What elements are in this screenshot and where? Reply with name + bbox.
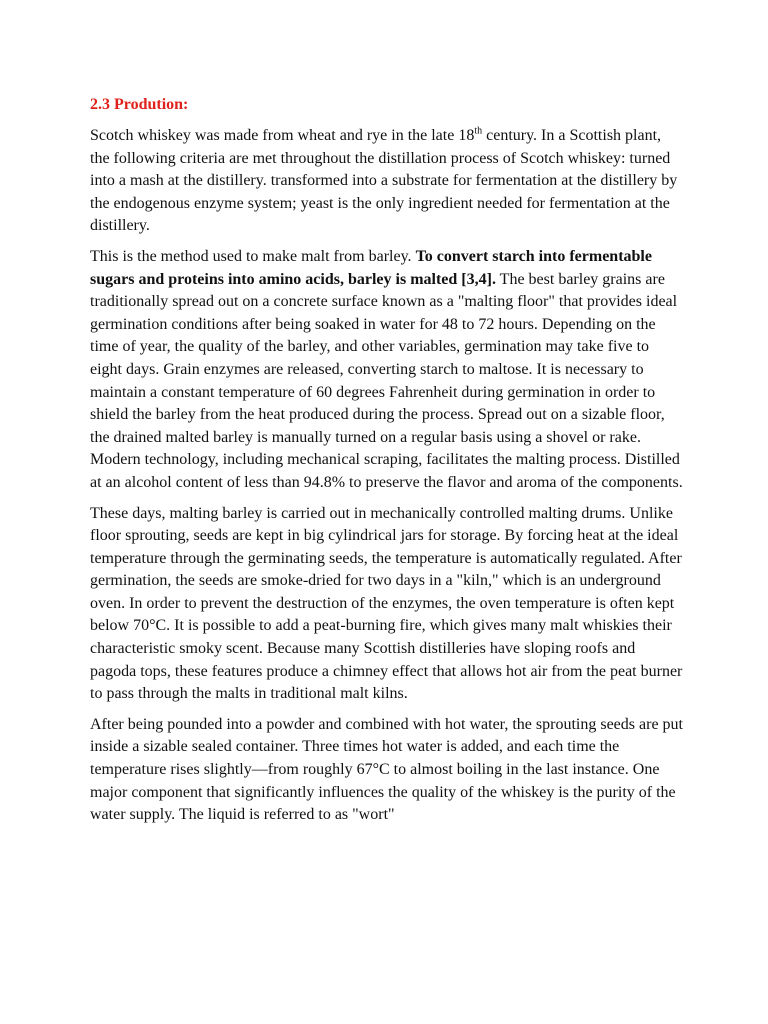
paragraph-4: After being pounded into a powder and combined with hot water, the sprouting seeds are put inside a sizable sealed container. Three times hot water is added, and each time the temperature rises slightly—from roughly 67°C to almost boiling in the last instance. One major component that significantly influences the quality of the whiskey is the purity of the water supply. The liquid is referred to as "wort" bbox=[90, 715, 683, 824]
paragraph-1-text-a: Scotch whiskey was made from wheat and rye in the late 18 bbox=[90, 127, 475, 144]
section-heading: 2.3 Prodution: bbox=[90, 96, 189, 113]
paragraph-1 bbox=[90, 125, 684, 238]
paragraph-1-text-b: century. In a Scottish plant, the following criteria are met throughout the distillation process of Scotch whiskey: turned into a mash at the distillery. transformed into a substrate for fermentation at the distillery by the endogenous enzyme system; yeast is the only ingredient needed for fermentation at the distillery. bbox=[90, 127, 678, 235]
paragraph-2 bbox=[90, 246, 684, 495]
document-page bbox=[90, 94, 684, 835]
paragraph-2-text-b: The best barley grains are traditionally spread out on a concrete surface known as a "malting floor" that provides ideal germination conditions after being soaked in water for 48 to 72 hours. Depending on the time of year, the quality of the barley, and other variables, germination may take five to eight days. Grain enzymes are released, converting starch to maltose. It is necessary to maintain a constant temperature of 60 degrees Fahrenheit during germination in order to shield the barley from the heat produced during the process. Spread out on a sizable floor, the drained malted barley is manually turned on a regular basis using a shovel or rake. Modern technology, including mechanical scraping, facilitates the malting process. Distilled at an alcohol content of less than 94.8% to preserve the flavor and aroma of the components. bbox=[90, 270, 683, 491]
paragraph-2-bold-sentence: To convert starch into fermentable sugars and proteins into amino acids, barley is malted [3,4]. bbox=[90, 247, 652, 288]
paragraph-3: These days, malting barley is carried out in mechanically controlled malting drums. Unlike floor sprouting, seeds are kept in big cylindrical jars for storage. By forcing heat at the ideal temperature through the germinating seeds, the temperature is automatically regulated. After germination, the seeds are smoke-dried for two days in a "kiln," which is an underground oven. In order to prevent the destruction of the enzymes, the oven temperature is often kept below 70°C. It is possible to add a peat-burning fire, which gives many malt whiskies their characteristic smoky scent. Because many Scottish distilleries have sloping roofs and pagoda tops, these features produce a chimney effect that allows hot air from the peat burner to pass through the malts in traditional malt kilns. bbox=[90, 504, 683, 703]
paragraph-2-text-a: This is the method used to make malt from barley. bbox=[90, 247, 416, 265]
ordinal-superscript: th bbox=[474, 125, 483, 137]
